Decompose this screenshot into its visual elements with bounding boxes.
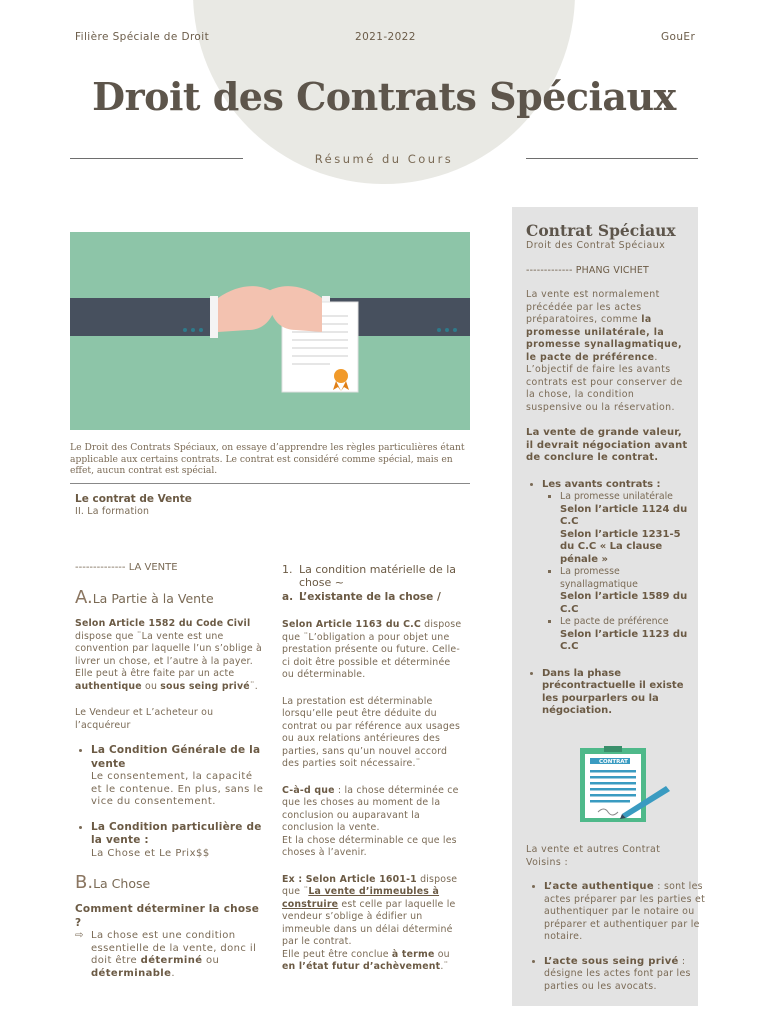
page-title: Droit des Contrats Spéciaux xyxy=(92,74,676,119)
sidebar-paragraph-1 xyxy=(526,289,688,414)
avants-list xyxy=(526,479,688,718)
comment-ou: ou xyxy=(202,955,220,966)
heading-1-number: 1. xyxy=(282,563,293,576)
arrow-icon: ⇨ xyxy=(75,930,84,941)
hero-illustration xyxy=(70,232,470,430)
heading-b-title: La Chose xyxy=(93,876,151,891)
contract-clipboard-icon xyxy=(578,746,678,826)
article-1582-head: Selon Article 1582 du Code Civil xyxy=(75,618,251,629)
acte-seing-prive-head: L’acte sous seing privé xyxy=(544,955,679,967)
phase-text: Dans la phase précontractuelle il existe les pourparlers ou la négociation. xyxy=(542,667,684,716)
heading-a-title: La Partie à la Vente xyxy=(92,591,214,606)
condition-generale-text: Le consentement, la capacité et le contenue. En plus, sans le vice du consentement. xyxy=(91,771,264,807)
acte-seing-prive-text: : désigne les actes font par les parties ou les avocats. xyxy=(544,955,691,992)
list-item xyxy=(544,881,706,944)
article-1582-text: dispose que ¨La vente est une convention par laquelle l’un s’oblige à livrer un chose, et l’autre à la payer. xyxy=(75,630,262,667)
vendeur-text: Le Vendeur et L’acheteur ou l’acquéreur xyxy=(75,707,214,731)
sidebar-title: Contrat Spéciaux xyxy=(526,221,676,240)
header-left: Filière Spéciale de Droit xyxy=(75,31,210,43)
list-item xyxy=(560,566,688,616)
condition-particuliere-text: La Chose et Le Prix$$ xyxy=(91,847,210,859)
cad-text: : la chose déterminée ce que les choses au moment de la conclusion ou auparavant la conclusion la vente. xyxy=(282,784,459,833)
example-link[interactable]: La vente d’immeubles à construire xyxy=(282,886,440,910)
example-head: Ex : Selon Article 1601-1 xyxy=(282,873,417,885)
sidebar-p1-b: la promesse unilatérale, la promesse synallagmatique, le pacte de préférence xyxy=(526,314,682,363)
sidebar-p1-c: . L’objectif de faire les avants contrats est pour conserver de la chose, la condition suspensive ou la réservation. xyxy=(526,351,683,413)
sidebar-paragraph-2: La vente de grande valeur, il devrait négociation avant de conclure le contrat. xyxy=(526,427,688,463)
forme-text: Elle peut à être faite par un acte xyxy=(75,668,235,679)
cad-text-2: Et la chose déterminable ce que les choses à l’avenir. xyxy=(282,834,457,858)
toc-line-1: Le contrat de Vente xyxy=(75,493,192,505)
sidebar-author: ------------- PHANG VICHET xyxy=(526,264,649,276)
header-right: GouEr xyxy=(661,31,696,43)
section-la-vente: -------------- LA VENTE xyxy=(75,562,178,573)
sidebar-subtitle: Droit des Contrat Spéciaux xyxy=(526,240,666,251)
conditions-list xyxy=(75,744,265,860)
comment-row xyxy=(75,930,265,980)
caption-divider xyxy=(70,483,470,484)
cad-section xyxy=(282,785,462,860)
acte-authentique-text: : sont les actes préparer par les parties et authentiquer par le notaire ou préparer et authentiquer par le notaire. xyxy=(544,881,706,942)
heading-a xyxy=(75,587,265,608)
article-1163-text: dispose que ¨L’obligation a pour objet une prestation présente ou future. Celle-ci doit être possible et déterminée ou déterminable. xyxy=(282,619,462,680)
avants-title: Les avants contrats : xyxy=(542,478,661,490)
comment-end: . xyxy=(171,967,175,979)
avant-ref-4: Selon l’article 1123 du C.C xyxy=(560,628,688,652)
example-text-2: est celle par laquelle le vendeur s’oblige à édifier un immeuble dans un délai déterminé par le contrat. xyxy=(282,898,456,947)
example-ou: ou xyxy=(434,948,450,960)
heading-a-letter: A. xyxy=(75,587,93,608)
heading-a-sub-text: L’existante de la chose / xyxy=(299,591,441,603)
header-center: 2021-2022 xyxy=(355,31,416,43)
example-etat-futur: en l’état futur d’achèvement xyxy=(282,961,441,972)
article-1163-head: Selon Article 1163 du C.C xyxy=(282,619,421,630)
comment-section xyxy=(75,903,265,980)
example-end: .¨ xyxy=(440,961,449,972)
forme-ou: ou xyxy=(141,680,161,692)
heading-b xyxy=(75,872,265,893)
example-a-terme: à terme xyxy=(391,948,435,960)
list-item xyxy=(542,479,688,654)
heading-1-text: La condition matérielle de la chose ~ xyxy=(299,563,457,589)
hero-caption: Le Droit des Contrats Spéciaux, on essaye d’apprendre les règles particulières étant applicable aux certains contrats. Le contrat est considéré comme spécial, mais en effet, aucun contrat est spécial. xyxy=(70,442,465,476)
comment-text: La chose est une condition essentielle de la vente, donc il doit être xyxy=(91,930,257,966)
example-text-3: Elle peut être conclue xyxy=(282,948,392,960)
toc-line-2: II. La formation xyxy=(75,506,150,517)
sidebar xyxy=(512,207,706,1006)
cad-head: C-à-d que xyxy=(282,784,335,796)
list-item xyxy=(91,821,265,861)
heading-1 xyxy=(282,563,462,589)
avants-sublist xyxy=(542,491,688,654)
prestation-text: La prestation est déterminable lorsqu’elle peut être déduite du contrat ou par référence aux usages ou aux relations antérieures des parties, sans qu’un nouvel accord des parties soit nécessaire.¨ xyxy=(282,695,461,769)
page-subtitle: Résumé du Cours xyxy=(314,152,454,166)
acte-authentique-head: L’acte authentique xyxy=(544,881,654,892)
list-item xyxy=(91,744,265,809)
contract-label: CONTRAT xyxy=(599,759,628,765)
example-section xyxy=(282,874,462,974)
handshake-contract-icon xyxy=(70,232,470,430)
divider-right xyxy=(526,158,698,159)
condition-generale-title: La Condition Générale de la vente xyxy=(91,744,261,770)
voisins-text: La vente et autres Contrat Voisins : xyxy=(526,844,661,868)
condition-particuliere-title: La Condition particulière de la vente : xyxy=(91,820,262,846)
comment-determinable: déterminable xyxy=(91,967,172,979)
list-item xyxy=(560,491,688,566)
heading-a-sub-number: a. xyxy=(282,591,294,603)
example-text-1: dispose que ¨ xyxy=(282,873,458,897)
list-item xyxy=(560,616,688,654)
forme-authentique: authentique xyxy=(75,680,142,692)
heading-b-letter: B. xyxy=(75,872,94,893)
forme-end: ¨. xyxy=(249,680,258,692)
article-1163 xyxy=(282,619,462,682)
avant-ref-2: Selon l’article 1231-5 du C.C « La clause pénale » xyxy=(560,528,681,565)
forme-seing-prive: sous seing privé xyxy=(160,680,250,692)
avant-ref-3: Selon l’article 1589 du C.C xyxy=(560,591,688,615)
avant-label-1: La promesse unilatérale xyxy=(560,491,673,502)
sidebar-p1-a: La vente est normalement précédée par les actes préparatoires, comme xyxy=(526,289,660,325)
list-item xyxy=(542,668,688,718)
avant-ref-1: Selon l’article 1124 du C.C xyxy=(560,503,688,527)
list-item xyxy=(544,956,706,994)
comment-head: Comment déterminer la chose ? xyxy=(75,903,260,929)
avant-label-4: Le pacte de préférence xyxy=(560,616,669,627)
actes-list xyxy=(526,881,706,993)
article-1582 xyxy=(75,618,265,693)
avant-label-3: La promesse synallagmatique xyxy=(560,566,638,590)
heading-a-sub xyxy=(282,591,462,603)
comment-determine: déterminé xyxy=(140,955,203,966)
